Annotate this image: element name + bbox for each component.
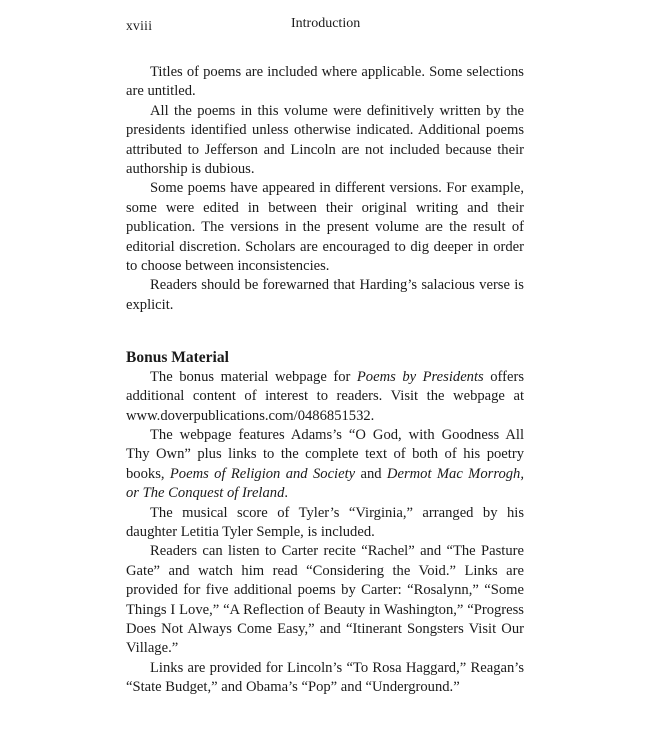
page-body	[126, 63, 524, 698]
running-head	[126, 0, 524, 40]
intro-paragraph: Some poems have appeared in different versions. For example, some were edited in between their original writing and their publication. The versions in the present volume are the result of editorial discretion. Scholars are encouraged to dig deeper in order to choose between inconsistencies.	[126, 180, 524, 275]
bonus-paragraph: Links are provided for Lincoln’s “To Rosa Haggard,” Reagan’s “State Budget,” and Obama’s “Pop” and “Underground.”	[126, 659, 524, 696]
book-title: Dermot Mac Morrogh, or The Conquest of Ireland	[126, 465, 524, 502]
intro-paragraph: All the poems in this volume were definitively written by the presidents identified unless otherwise indicated. Additional poems attributed to Jefferson and Lincoln are not included because their authorship is dubious.	[126, 102, 524, 178]
book-title: Poems by Presidents	[356, 368, 484, 385]
bonus-paragraph	[126, 368, 524, 426]
page-number: xviii	[126, 18, 153, 33]
section-heading-bonus-material: Bonus Material	[126, 349, 229, 367]
text-run: .	[284, 485, 289, 502]
bonus-paragraph: Readers can listen to Carter recite “Rachel” and “The Pasture Gate” and watch him read “Considering the Void.” Links are provided for five additional poems by Carter: “Rosalynn,” “Some Things I Love,” “A Reflection of Beauty in Washington,” “Progress Does Not Always Come Easy,” and “Itinerant Songsters Visit Our Village.”	[126, 543, 524, 657]
book-title: Poems of Religion and Society	[169, 465, 356, 482]
book-page	[126, 0, 525, 696]
text-run: The bonus material webpage for	[150, 368, 357, 385]
bonus-paragraph	[126, 426, 524, 504]
text-run: The webpage features Adams’s “O God, with Goodness All Thy Own” plus links to the complete text of both of his poetry books,	[126, 426, 524, 482]
text-run: and	[355, 465, 387, 482]
running-title: Introduction	[291, 16, 361, 31]
text-run: offers additional content of interest to readers. Visit the webpage at www.doverpublications.com/0486851532.	[126, 368, 525, 424]
intro-paragraph: Titles of poems are included where applicable. Some selections are untitled.	[126, 64, 524, 100]
intro-paragraph: Readers should be forewarned that Harding’s salacious verse is explicit.	[126, 277, 524, 313]
bonus-paragraph: The musical score of Tyler’s “Virginia,” arranged by his daughter Letitia Tyler Semple, is included.	[126, 504, 524, 540]
